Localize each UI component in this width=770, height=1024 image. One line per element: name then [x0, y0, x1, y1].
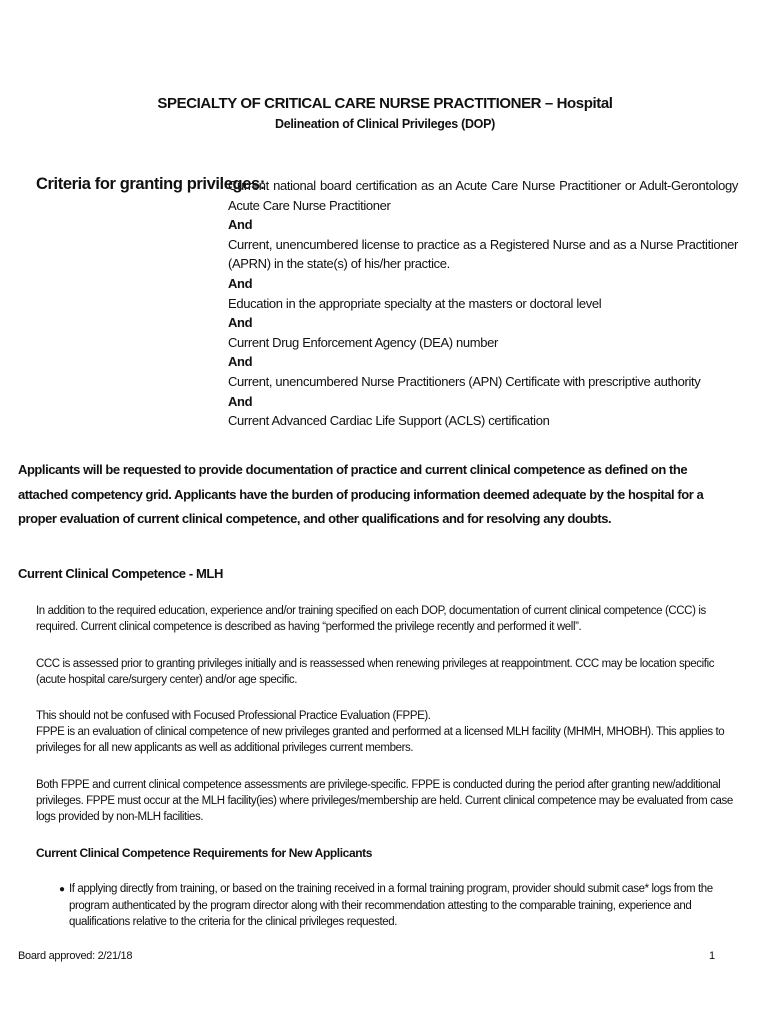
criteria-item-apn-certificate: Current, unencumbered Nurse Practitioners (APN) Certificate with prescriptive authority — [228, 373, 701, 389]
requirements-list-item — [50, 881, 737, 930]
ccc-paragraph: In addition to the required education, experience and/or training specified on each DOP, documentation of current clinical competence (CCC) is required. Current clinical competence is described as having “performed the privilege recently and performed it well”. — [36, 605, 706, 633]
criteria-connector-and: And — [228, 354, 253, 370]
criteria-connector-and: And — [228, 315, 253, 331]
footer-approval: Board approved: 2/21/18 — [18, 950, 133, 962]
criteria-label: Criteria for granting privileges: — [36, 175, 265, 193]
criteria-connector-and: And — [228, 393, 253, 409]
criteria-item-acls: Current Advanced Cardiac Life Support (ACLS) certification — [228, 413, 550, 429]
criteria-connector-and: And — [228, 217, 253, 233]
fppe-paragraph — [36, 708, 741, 756]
criteria-list — [228, 176, 738, 431]
page-subtitle: Delineation of Clinical Privileges (DOP) — [275, 117, 495, 131]
criteria-connector-and: And — [228, 275, 253, 291]
criteria-item-board-certification: Current national board certification as an Acute Care Nurse Practitioner or Adult-Gerontology Acute Care Nurse Practitioner — [228, 178, 738, 213]
section-heading-requirements: Current Clinical Competence Requirements for New Applicants — [36, 846, 373, 860]
criteria-item-education: Education in the appropriate specialty at the masters or doctoral level — [228, 295, 602, 311]
applicants-note: Applicants will be requested to provide documentation of practice and current clinical competence as defined on the attached competency grid. Applicants have the burden of producing information deemed adequate by the hospital for a proper evaluation of current clinical competence, and other qualifications and for resolving any doubts. — [18, 462, 704, 526]
criteria-item-dea-number: Current Drug Enforcement Agency (DEA) number — [228, 334, 498, 350]
ccc-paragraph: Both FPPE and current clinical competence assessments are privilege-specific. FPPE is conducted during the period after granting new/additional privileges. FPPE must occur at the MLH facility(ies) where privileges/membership are held. Current clinical competence may be evaluated from case logs provided by non-MLH facilities. — [36, 779, 733, 823]
ccc-paragraph: CCC is assessed prior to granting privileges initially and is reassessed when renewing privileges at reappointment. CCC may be location specific (acute hospital care/surgery center) and/or age specific. — [36, 658, 715, 686]
fppe-paragraph-line: FPPE is an evaluation of clinical competence of new privileges granted and performed at a licensed MLH facility (MHMH, MHOBH). This applies to privileges for all new applicants as well as additional privileges current members. — [36, 726, 725, 754]
fppe-paragraph-line: This should not be confused with Focused Professional Practice Evaluation (FPPE). — [36, 710, 431, 722]
requirements-item-text: If applying directly from training, or based on the training received in a formal training program, provider should submit case* logs from the program authenticated by the program director along with their recommendation attesting to the comparable training, experience and qualifications relative to the criteria for the clinical privileges requested. — [69, 883, 713, 928]
criteria-item-license: Current, unencumbered license to practice as a Registered Nurse and as a Nurse Practitioner (APRN) in the state(s) of his/her practice. — [228, 236, 738, 272]
page-number: 1 — [709, 950, 716, 962]
bullet-icon: ● — [59, 884, 65, 895]
section-heading-ccc: Current Clinical Competence - MLH — [18, 566, 223, 581]
page-title: SPECIALTY OF CRITICAL CARE NURSE PRACTITIONER – Hospital — [157, 95, 613, 112]
